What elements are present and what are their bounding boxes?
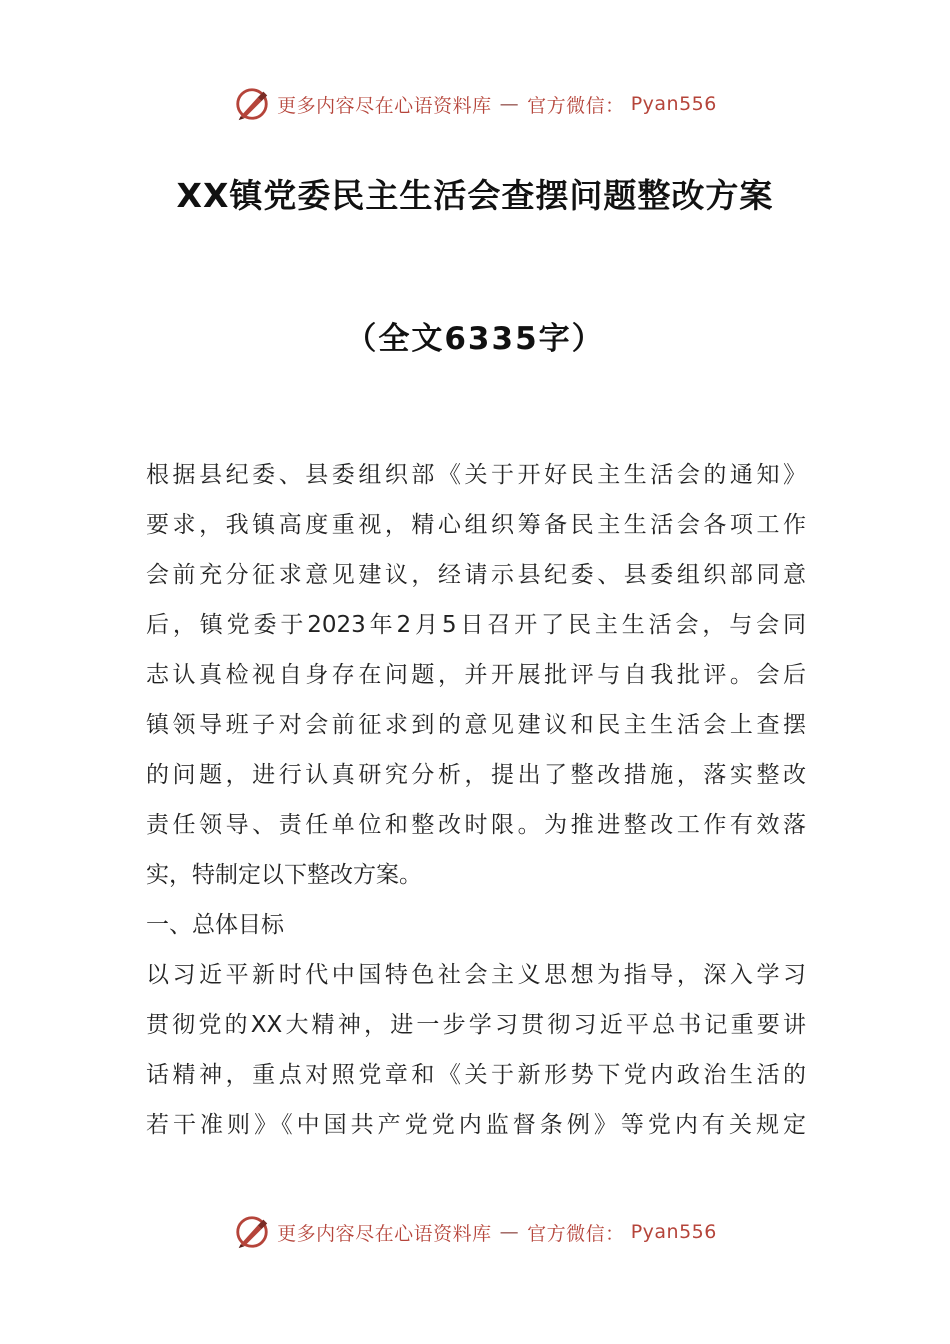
watermark-wechat-label: 官方微信：	[527, 1222, 625, 1245]
body-line: 的问题，进行认真研究分析，提出了整改措施，落实整改	[146, 762, 806, 788]
watermark-wechat-id: Pyan556	[630, 1221, 717, 1243]
document-subtitle: （全文6335字）	[345, 321, 605, 357]
document-body	[146, 450, 806, 1150]
watermark-banner-top	[0, 82, 950, 126]
body-line: 镇领导班子对会前征求到的意见建议和民主生活会上查摆	[146, 712, 806, 738]
body-line: 贯彻党的XX大精神，进一步学习贯彻习近平总书记重要讲	[146, 1012, 806, 1038]
body-line: 责任领导、责任单位和整改时限。为推进整改工作有效落	[146, 812, 806, 838]
body-line: 若干准则》《中国共产党党内监督条例》等党内有关规定	[146, 1112, 806, 1138]
document-title: XX镇党委民主生活会查摆问题整改方案	[176, 176, 774, 215]
watermark-wechat-id: Pyan556	[630, 93, 717, 115]
body-line: 志认真检视自身存在问题，并开展批评与自我批评。会后	[146, 662, 806, 688]
watermark-separator: —	[499, 93, 520, 115]
body-line: 根据县纪委、县委组织部《关于开好民主生活会的通知》	[146, 462, 806, 488]
watermark-separator: —	[499, 1221, 520, 1243]
watermark-text: 更多内容尽在心语资料库	[277, 94, 492, 117]
body-line: 实，特制定以下整改方案。	[146, 862, 422, 888]
body-line: 后，镇党委于2023年2月5日召开了民主生活会，与会同	[146, 612, 806, 638]
watermark-banner-bottom	[0, 1210, 950, 1254]
body-line: 会前充分征求意见建议，经请示县纪委、县委组织部同意	[146, 562, 806, 588]
watermark-wechat-label: 官方微信：	[527, 94, 625, 117]
pen-logo-icon	[233, 85, 271, 123]
section-heading: 一、总体目标	[146, 912, 284, 938]
body-line: 要求，我镇高度重视，精心组织筹备民主生活会各项工作	[146, 512, 806, 538]
watermark-text: 更多内容尽在心语资料库	[277, 1222, 492, 1245]
body-line: 话精神，重点对照党章和《关于新形势下党内政治生活的	[146, 1062, 806, 1088]
body-line: 以习近平新时代中国特色社会主义思想为指导，深入学习	[146, 962, 806, 988]
pen-logo-icon	[233, 1213, 271, 1251]
